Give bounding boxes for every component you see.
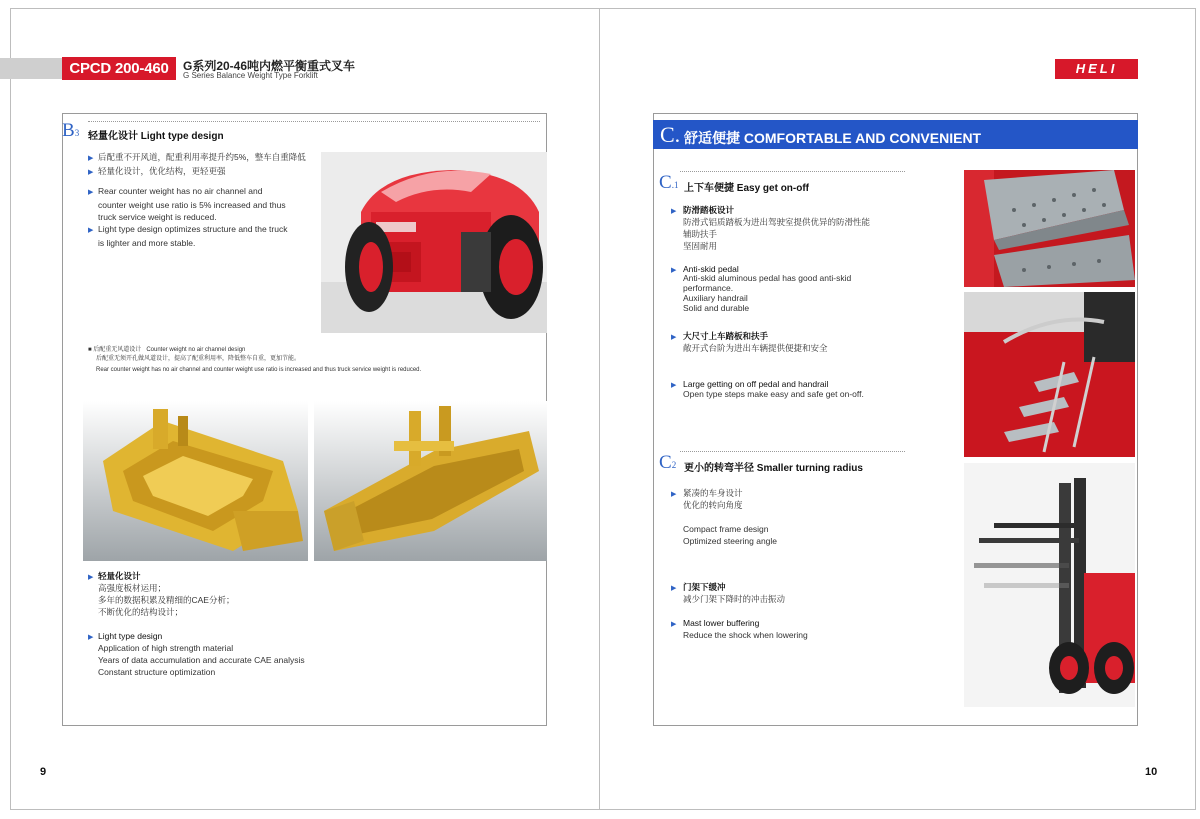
c1-item-line: Anti-skid aluminous pedal has good anti-skid xyxy=(683,273,852,283)
c1-item-title: ▶ 大尺寸上车踏板和扶手 xyxy=(671,331,769,341)
c1-item-line: Auxiliary handrail xyxy=(683,293,748,303)
c2-item-line: Compact frame design xyxy=(683,524,769,534)
c2-item-title: ▶ 门架下缓冲 xyxy=(671,582,726,592)
c1-item-line: 坚固耐用 xyxy=(683,241,718,251)
c1-item-title: ▶ Large getting on off pedal and handrail xyxy=(671,379,829,389)
section-title-light-design: 轻量化设计 Light type design xyxy=(88,131,224,142)
page-gutter xyxy=(599,8,600,810)
caption-line2: 后配重无须开孔做风道设计，提高了配重利用率，降低整车自重，更加节能。 xyxy=(96,356,301,362)
feature-cn-line: 多年的数据积累及精细的CAE分析； xyxy=(98,595,235,605)
frame-render-left xyxy=(83,401,308,561)
forklift-mast-photo xyxy=(964,463,1135,707)
dotted-rule xyxy=(680,451,905,452)
feature-cn-line: 不断优化的结构设计； xyxy=(98,607,184,617)
series-title-cn: G系列20-46吨内燃平衡重式叉车 xyxy=(183,59,356,73)
series-title-en: G Series Balance Weight Type Forklift xyxy=(183,71,318,80)
c1-item-line: Open type steps make easy and safe get on-off. xyxy=(683,389,864,399)
c1-item-line: Solid and durable xyxy=(683,303,750,313)
c1-item-line: performance. xyxy=(683,283,734,293)
feature-en-title: ▶ Light type design xyxy=(88,631,163,641)
c2-item-title: ▶ 紧凑的车身设计 xyxy=(671,488,743,498)
subsection-c2-title: 更小的转弯半径 Smaller turning radius xyxy=(684,463,863,474)
model-badge: CPCD 200-460 xyxy=(62,57,176,80)
caption-line3: Rear counter weight has no air channel and counter weight use ratio is increased and thus truck service weight is reduced. xyxy=(96,367,422,373)
subsection-c2-letter: C2 xyxy=(659,452,677,473)
subsection-c1-title: 上下车便捷 Easy get on-off xyxy=(684,183,810,194)
anti-skid-pedal-photo xyxy=(964,170,1135,287)
section-letter-b: B3 xyxy=(62,120,80,141)
list-item: ▶ Light type design optimizes structure and the truck xyxy=(88,224,288,234)
page-number-left: 9 xyxy=(40,766,47,778)
subsection-c1-letter: C.1 xyxy=(659,172,679,193)
c2-item-line: Reduce the shock when lowering xyxy=(683,630,808,640)
frame-render-right xyxy=(314,401,547,561)
feature-cn-line: 高强度板材运用； xyxy=(98,583,167,593)
list-item: ▶ 轻量化设计，优化结构，更轻更强 xyxy=(88,166,226,176)
list-item: truck service weight is reduced. xyxy=(98,212,217,222)
feature-en-line: Years of data accumulation and accurate CAE analysis xyxy=(98,655,305,665)
c1-item-title: ▶ 防滑踏板设计 xyxy=(671,205,735,215)
c2-item-title: ▶ Mast lower buffering xyxy=(671,618,760,628)
dotted-rule xyxy=(88,121,540,122)
feature-en-line: Constant structure optimization xyxy=(98,667,216,677)
bullet-list-left xyxy=(88,151,306,249)
counterweight-photo xyxy=(321,152,547,333)
heli-logo: HELI xyxy=(1055,59,1138,79)
c2-item-line: 优化的转向角度 xyxy=(683,500,743,510)
caption-line1: ■ 后配重无风道设计 Counter weight no air channel design xyxy=(88,347,246,353)
c1-item-line: 防滑式铝质踏板为进出驾驶室提供优异的防滑性能 xyxy=(683,217,871,227)
header-grey-bar xyxy=(0,58,62,79)
c1-item-line: 敞开式台阶为进出车辆提供便捷和安全 xyxy=(683,343,828,353)
c2-item-line: Optimized steering angle xyxy=(683,536,778,546)
dotted-rule xyxy=(680,171,905,172)
feature-en-line: Application of high strength material xyxy=(98,643,234,653)
page-number-right: 10 xyxy=(1145,766,1158,778)
feature-cn-title: ▶ 轻量化设计 xyxy=(88,571,141,581)
list-item: ▶ 后配重不开风道，配重利用率提升约5%，整车自重降低 xyxy=(88,152,306,162)
c2-item-line: 减少门架下降时的冲击振动 xyxy=(683,594,786,604)
c1-item-title: ▶ Anti-skid pedal xyxy=(671,264,739,274)
section-c-title: 舒适便捷 COMFORTABLE AND CONVENIENT xyxy=(684,130,982,146)
list-item: is lighter and more stable. xyxy=(98,238,196,248)
list-item: counter weight use ratio is 5% increased and thus xyxy=(98,200,286,210)
c1-item-line: 辅助扶手 xyxy=(683,229,718,239)
list-item: ▶ Rear counter weight has no air channel and xyxy=(88,186,263,196)
section-c-letter: C. xyxy=(660,122,681,147)
steps-handrail-photo xyxy=(964,292,1135,457)
